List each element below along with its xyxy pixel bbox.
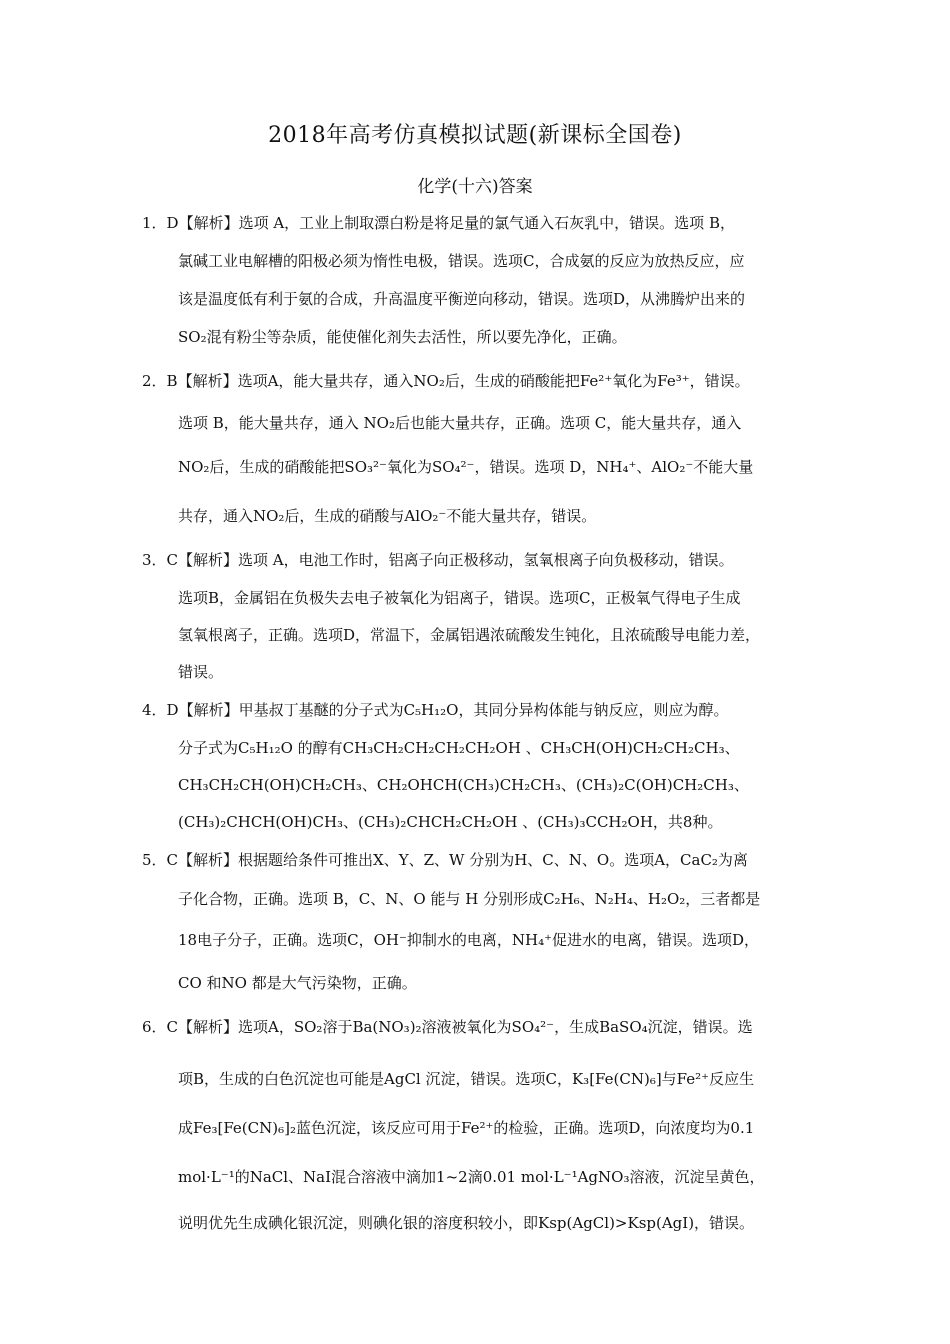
answer-line: 5．C【解析】根据题给条件可推出X、Y、Z、W 分别为H、C、N、O。选项A，CaC₂为离 <box>142 851 748 869</box>
answer-line: CO 和NO 都是大气污染物，正确。 <box>178 974 417 992</box>
answer-line: 错误。 <box>178 663 224 681</box>
document-subtitle: 化学(十六)答案 <box>417 177 533 197</box>
answer-line: 共存，通入NO₂后，生成的硝酸与AlO₂⁻不能大量共存，错误。 <box>178 507 597 525</box>
answer-line: (CH₃)₂CHCH(OH)CH₃、(CH₃)₂CHCH₂CH₂OH 、(CH₃)₃CCH₂OH，共8种。 <box>178 813 723 831</box>
answer-line: 子化合物，正确。选项 B，C、N、O 能与 H 分别形成C₂H₆、N₂H₄、H₂O₂，三者都是 <box>178 890 761 908</box>
answer-line: 项B，生成的白色沉淀也可能是AgCl 沉淀，错误。选项C，K₃[Fe(CN)₆]与Fe²⁺反应生 <box>178 1070 755 1088</box>
answer-line: 说明优先生成碘化银沉淀，则碘化银的溶度积较小，即Ksp(AgCl)>Ksp(AgI)，错误。 <box>178 1214 755 1232</box>
answer-line: 2．B【解析】选项A，能大量共存，通入NO₂后，生成的硝酸能把Fe²⁺氧化为Fe³⁺，错误。 <box>142 372 750 390</box>
answer-line: SO₂混有粉尘等杂质，能使催化剂失去活性，所以要先净化，正确。 <box>178 328 627 346</box>
answer-line: 选项B，金属铝在负极失去电子被氧化为铝离子，错误。选项C，正极氧气得电子生成 <box>178 589 741 607</box>
answer-line: 氯碱工业电解槽的阳极必须为惰性电极，错误。选项C，合成氨的反应为放热反应，应 <box>178 252 745 270</box>
answer-line: 分子式为C₅H₁₂O 的醇有CH₃CH₂CH₂CH₂CH₂OH 、CH₃CH(OH)CH₂CH₂CH₃、 <box>178 739 740 757</box>
answer-line: 6．C【解析】选项A，SO₂溶于Ba(NO₃)₂溶液被氧化为SO₄²⁻，生成BaSO₄沉淀，错误。选 <box>142 1018 753 1036</box>
answer-line: 18电子分子，正确。选项C，OH⁻抑制水的电离，NH₄⁺促进水的电离，错误。选项D， <box>178 931 760 949</box>
answer-line: 该是温度低有利于氨的合成，升高温度平衡逆向移动，错误。选项D，从沸腾炉出来的 <box>178 290 746 308</box>
document-title: 2018年高考仿真模拟试题(新课标全国卷) <box>268 123 682 148</box>
answer-line: mol·L⁻¹的NaCl、NaI混合溶液中滴加1~2滴0.01 mol·L⁻¹AgNO₃溶液，沉淀呈黄色， <box>178 1168 765 1186</box>
answer-line: NO₂后，生成的硝酸能把SO₃²⁻氧化为SO₄²⁻，错误。选项 D，NH₄⁺、AlO₂⁻不能大量 <box>178 458 754 476</box>
answer-line: 1．D【解析】选项 A，工业上制取漂白粉是将足量的氯气通入石灰乳中，错误。选项 B， <box>142 214 735 232</box>
answer-line: 4．D【解析】甲基叔丁基醚的分子式为C₅H₁₂O，其同分异构体能与钠反应，则应为醇。 <box>142 701 729 719</box>
answer-line: 选项 B，能大量共存，通入 NO₂后也能大量共存，正确。选项 C，能大量共存，通入 <box>178 414 742 432</box>
answer-line: CH₃CH₂CH(OH)CH₂CH₃、CH₂OHCH(CH₃)CH₂CH₃、(CH₃)₂C(OH)CH₂CH₃、 <box>178 776 749 794</box>
answer-line: 3．C【解析】选项 A，电池工作时，铝离子向正极移动，氢氧根离子向负极移动，错误。 <box>142 551 734 569</box>
answer-line: 氢氧根离子，正确。选项D，常温下，金属铝遇浓硫酸发生钝化，且浓硫酸导电能力差， <box>178 626 761 644</box>
answer-line: 成Fe₃[Fe(CN)₆]₂蓝色沉淀，该反应可用于Fe²⁺的检验，正确。选项D，向浓度均为0.1 <box>178 1119 755 1137</box>
